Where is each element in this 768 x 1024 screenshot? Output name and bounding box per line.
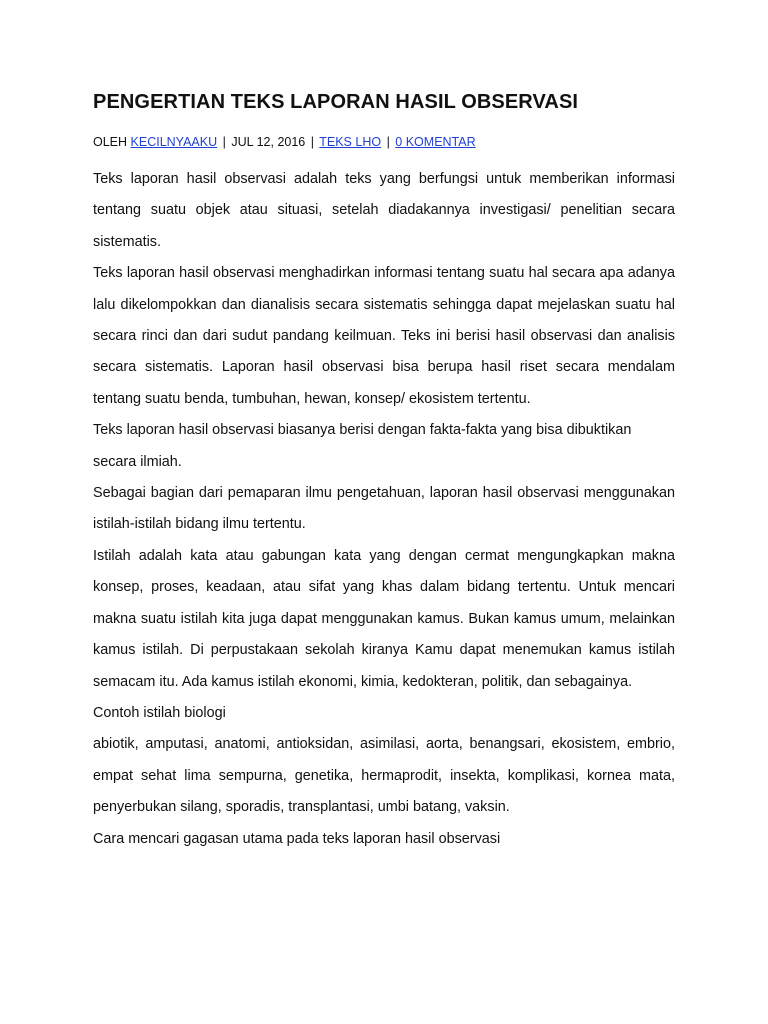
meta-separator: | <box>310 135 314 149</box>
article-body <box>93 164 675 855</box>
meta-separator: | <box>222 135 226 149</box>
term-list: abiotik, amputasi, anatomi, antioksidan, asimilasi, aorta, benangsari, ekosistem, embrio, empat sehat lima sempurna, genetika, hermaprodit, insekta, komplikasi, kornea mata, penyerbukan silang, sporadis, transplantasi, umbi batang, vaksin. <box>93 736 675 816</box>
paragraph: Teks laporan hasil observasi menghadirkan informasi tentang suatu hal secara apa adanya lalu dikelompokkan dan dianalisis secara sistematis sehingga dapat mejelaskan suatu hal secara rinci dan dari sudut pandang keilmuan. Teks ini berisi hasil observasi dan analisis secara sistematis. Laporan hasil observasi bisa berupa hasil riset secara mendalam tentang suatu benda, tumbuhan, hewan, konsep/ ekosistem tertentu. <box>93 265 675 407</box>
author-link[interactable]: KECILNYAAKU <box>130 135 218 149</box>
by-label: OLEH <box>93 135 128 149</box>
paragraph: Teks laporan hasil observasi biasanya berisi dengan fakta-fakta yang bisa dibuktikan secara ilmiah. <box>93 422 632 470</box>
post-date: JUL 12, 2016 <box>231 135 306 149</box>
comments-link[interactable]: 0 KOMENTAR <box>395 135 476 149</box>
article <box>93 88 675 855</box>
subheading: Contoh istilah biologi <box>93 704 226 721</box>
paragraph: Sebagai bagian dari pemaparan ilmu pengetahuan, laporan hasil observasi menggunakan istilah-istilah bidang ilmu tertentu. <box>93 485 675 533</box>
article-title: PENGERTIAN TEKS LAPORAN HASIL OBSERVASI <box>93 91 579 113</box>
meta-separator: | <box>386 135 390 149</box>
article-meta <box>93 134 675 150</box>
category-link[interactable]: TEKS LHO <box>319 135 382 149</box>
paragraph: Teks laporan hasil observasi adalah teks yang berfungsi untuk memberikan informasi tentang suatu objek atau situasi, setelah diadakannya investigasi/ penelitian secara sistematis. <box>93 171 675 250</box>
subheading: Cara mencari gagasan utama pada teks laporan hasil observasi <box>93 830 501 847</box>
paragraph: Istilah adalah kata atau gabungan kata yang dengan cermat mengungkapkan makna konsep, proses, keadaan, atau sifat yang khas dalam bidang tertentu. Untuk mencari makna suatu istilah kita juga dapat menggunakan kamus. Bukan kamus umum, melainkan kamus istilah. Di perpustakaan sekolah kiranya Kamu dapat menemukan kamus istilah semacam itu. Ada kamus istilah ekonomi, kimia, kedokteran, politik, dan sebagainya. <box>93 547 675 690</box>
